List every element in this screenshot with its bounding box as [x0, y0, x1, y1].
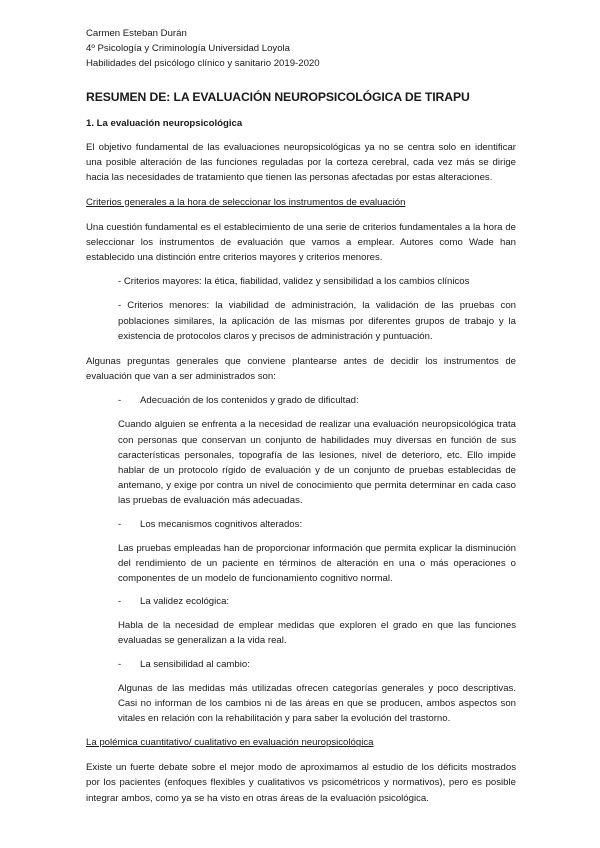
criteria-heading: Criterios generales a la hora de seleccionar los instrumentos de evaluación: [86, 196, 406, 208]
question-bullet: [86, 595, 516, 609]
document-page: [86, 26, 516, 806]
section-heading: 1. La evaluación neuropsicológica: [86, 118, 243, 129]
question-bullet: [86, 658, 516, 672]
minor-criteria-item: - Criterios menores: la viabilidad de administración, la validación de las pruebas con poblaciones similares, la aplicación de las mismas por diferentes grupos de trabajo y la existencia de protocolos claros y precisos de administración y puntuación.: [118, 300, 516, 342]
question-label: La validez ecológica:: [140, 596, 230, 608]
question-paragraph: Cuando alguien se enfrenta a la necesidad de realizar una evaluación neuropsicológica trata con personas que conservan un conjunto de habilidades muy diversas en función de sus características personales, topografía de las lesiones, nivel de deterioro, etc. Ello impide hablar de un protocolo rígido de evaluación y de un conjunto de pruebas establecidas de antemano, y exige por contra un nivel de conocimiento que permita determinar en cada caso las pruebas de evaluación más adecuadas.: [118, 419, 516, 507]
question-label: La sensibilidad al cambio:: [140, 658, 250, 670]
bullet-dash: -: [118, 518, 122, 530]
question-paragraph: Habla de la necesidad de emplear medidas que exploren el grado en que las funciones evaluadas se generalizan a la vida real.: [118, 620, 516, 647]
intro-paragraph: El objetivo fundamental de las evaluaciones neuropsicológicas ya no se centra solo en identificar una posible alteración de las funciones reguladas por la corteza cerebral, cada vez más se dirige hacia las necesidades de tratamiento que tienen las personas afectadas por estas alteraciones.: [86, 142, 516, 184]
criteria-paragraph: Una cuestión fundamental es el establecimiento de una serie de criterios fundamentales a la hora de seleccionar los instrumentos de evaluación que vamos a emplear. Autores como Wade han establecido una distinción entre criterios mayores y criterios menores.: [86, 221, 516, 264]
polemic-paragraph: Existe un fuerte debate sobre el mejor modo de aproximamos al estudio de los déficits mostrados por los pacientes (enfoques flexibles y cualitativos vs psicométricos y normativos), pero es posible integrar ambos, como ya se ha visto en otras áreas de la evaluación psicológica.: [86, 762, 516, 804]
author-line: Carmen Esteban Durán: [86, 28, 187, 39]
question-bullet: [86, 394, 516, 408]
bullet-dash: -: [118, 658, 122, 670]
polemic-heading: La polémica cuantitativo/ cualitativo en evaluación neuropsicológica: [86, 737, 374, 749]
bullet-dash: -: [118, 395, 122, 407]
question-label: Los mecanismos cognitivos alterados:: [140, 518, 303, 530]
subject-line: Habilidades del psicólogo clínico y sanitario 2019-2020: [86, 58, 320, 69]
question-bullet: [86, 518, 516, 532]
document-title: RESUMEN DE: LA EVALUACIÓN NEUROPSICOLÓGICA DE TIRAPU: [86, 90, 470, 104]
question-paragraph: Algunas de las medidas más utilizadas ofrecen categorías generales y poco descriptivas. Casi no informan de los cambios ni de las áreas en que se producen, ambos aspectos son vitales en relación con la rehabilitación y para saber la evolución del trastorno.: [118, 682, 516, 725]
major-criteria-item: - Criterios mayores: la ética, fiabilidad, validez y sensibilidad a los cambios clínicos: [118, 276, 470, 288]
question-label: Adecuación de los contenidos y grado de dificultad:: [140, 395, 359, 407]
bullet-dash: -: [118, 596, 122, 608]
course-line: 4º Psicología y Criminología Universidad Loyola: [86, 43, 291, 54]
questions-intro-paragraph: Algunas preguntas generales que conviene plantearse antes de decidir los instrumentos de evaluación que van a ser administrados son:: [86, 356, 516, 383]
question-paragraph: Las pruebas empleadas han de proporcionar información que permita explicar la disminución del rendimiento de un paciente en términos de alteración en una o más operaciones o componentes de un modelo de funcionamiento cognitivo normal.: [118, 542, 516, 585]
